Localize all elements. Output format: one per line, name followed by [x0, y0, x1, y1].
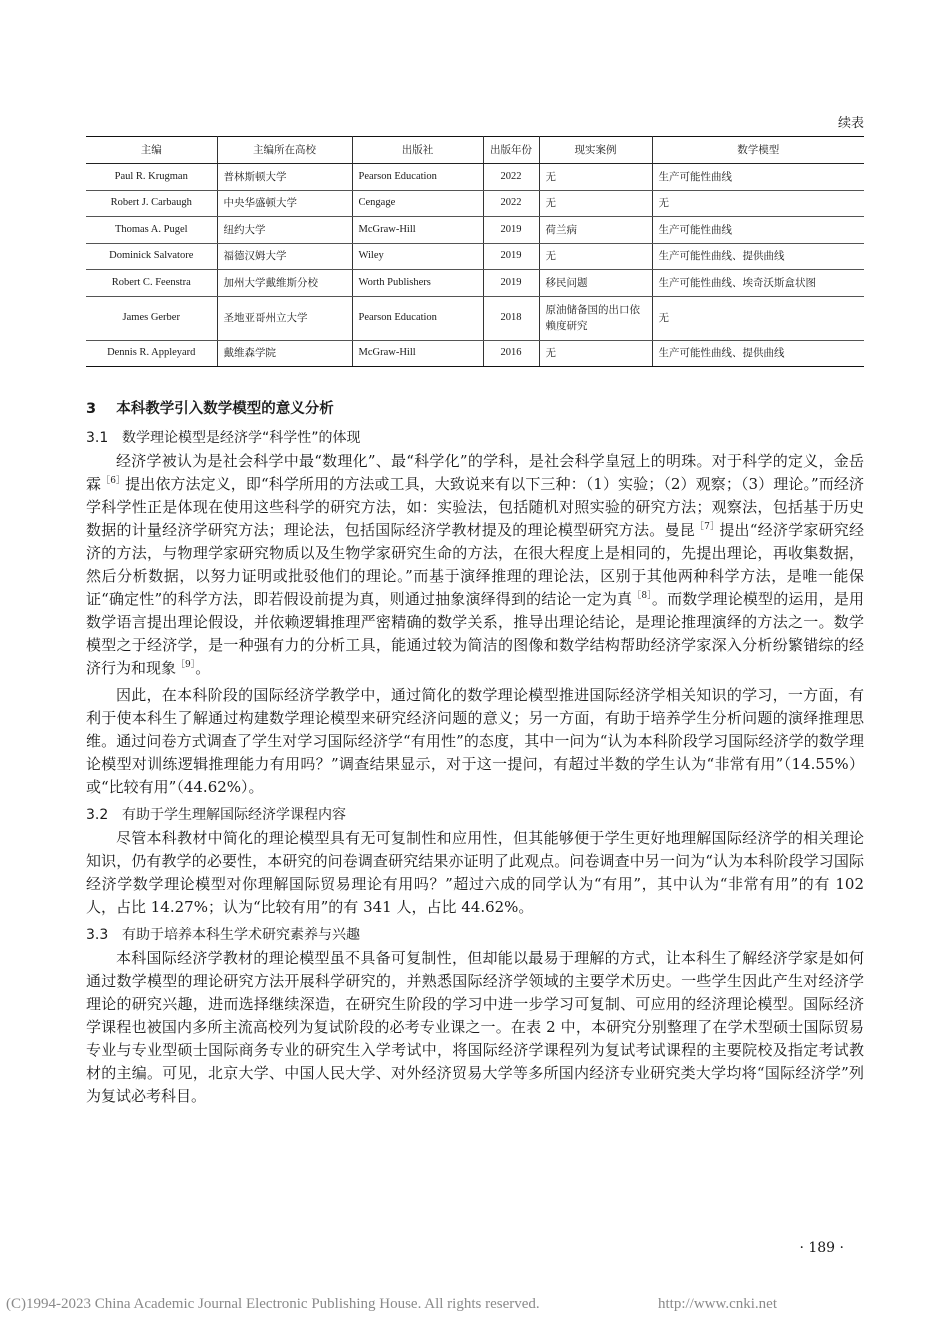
- cell-publisher: Pearson Education: [352, 296, 483, 340]
- table-row: [86, 340, 864, 367]
- citation: ［8］: [632, 591, 652, 601]
- citation: ［6］: [101, 476, 126, 486]
- cell-editor: Robert C. Feenstra: [86, 270, 217, 297]
- cell-case: 无: [539, 164, 652, 191]
- cell-year: 2016: [483, 340, 539, 367]
- subsection-title: 数学理论模型是经济学“科学性”的体现: [122, 430, 361, 446]
- section-title: 本科教学引入数学模型的意义分析: [116, 401, 334, 417]
- table-row: [86, 190, 864, 217]
- cell-case: 无: [539, 340, 652, 367]
- cell-year: 2022: [483, 190, 539, 217]
- table-row: [86, 270, 864, 297]
- article-body: [86, 398, 864, 1112]
- cell-publisher: Wiley: [352, 243, 483, 270]
- cell-year: 2019: [483, 243, 539, 270]
- cell-editor: Dennis R. Appleyard: [86, 340, 217, 367]
- section-number: 3: [86, 401, 97, 417]
- cnki-url[interactable]: http://www.cnki.net: [658, 1296, 778, 1312]
- cell-university: 中央华盛顿大学: [217, 190, 352, 217]
- table-row: [86, 243, 864, 270]
- table-row: [86, 164, 864, 191]
- cell-model: 生产可能性曲线、提供曲线: [652, 243, 864, 270]
- cell-editor: James Gerber: [86, 296, 217, 340]
- subsection-title: 有助于学生理解国际经济学课程内容: [122, 807, 346, 823]
- subsection-heading: [86, 426, 864, 450]
- table-continued-label: 续表: [837, 116, 864, 131]
- cell-model: 生产可能性曲线、埃奇沃斯盒状图: [652, 270, 864, 297]
- cell-publisher: Cengage: [352, 190, 483, 217]
- paragraph: 尽管本科教材中简化的理论模型具有无可复制性和应用性，但其能够便于学生更好地理解国际经济学的相关理论知识，仍有教学的必要性，本研究的问卷调查研究结果亦证明了此观点。问卷调查中另一问为“认为本科阶段学习国际经济学数学理论模型对你理解国际贸易理论有用吗？”超过六成的同学认为“有用”，其中认为“非常有用”的有 102 人，占比 14.27%；认为“比较有用”的有 341 人，占比 44.62%。: [86, 829, 864, 916]
- cell-case: 原油储备国的出口依赖度研究: [539, 296, 652, 340]
- cell-publisher: McGraw-Hill: [352, 340, 483, 367]
- cell-university: 福德汉姆大学: [217, 243, 352, 270]
- cell-case: 荷兰病: [539, 217, 652, 244]
- header-model: 数学模型: [652, 137, 864, 164]
- paragraph: 本科国际经济学教材的理论模型虽不具备可复制性，但却能以最易于理解的方式，让本科生了解经济学家是如何通过数学模型的理论研究方法开展科学研究的，并熟悉国际经济学领域的主要学术历史。一些学生因此产生对经济学理论的研究兴趣，进而选择继续深造，在研究生阶段的学习中进一步学习可复制、可应用的经济理论模型。国际经济学课程也被国内多所主流高校列为复试阶段的必考专业课之一。在表 2 中，本研究分别整理了在学术型硕士国际贸易专业与专业型硕士国际商务专业的研究生入学考试中，将国际经济学课程列为复试考试课程的主要院校及指定考试教材的主编。可见，北京大学、中国人民大学、对外经济贸易大学等多所国内经济专业研究类大学均将“国际经济学”列为复试必考科目。: [86, 949, 864, 1105]
- cell-case: 无: [539, 243, 652, 270]
- subsection-number: 3.3: [86, 927, 109, 943]
- cell-model: 无: [652, 190, 864, 217]
- table-header-row: [86, 137, 864, 164]
- cell-publisher: McGraw-Hill: [352, 217, 483, 244]
- cell-editor: Paul R. Krugman: [86, 164, 217, 191]
- subsection-heading: [86, 923, 864, 947]
- copyright-footer: [6, 1296, 946, 1313]
- subsection-number: 3.2: [86, 807, 109, 823]
- page-number: · 189 ·: [799, 1240, 844, 1256]
- paragraph: 因此，在本科阶段的国际经济学教学中，通过简化的数学理论模型推进国际经济学相关知识的学习，一方面，有利于使本科生了解通过构建数学理论模型来研究经济问题的意义；另一方面，有助于培养学生分析问题的演绎推理思维。通过问卷方式调查了学生对学习国际经济学“有用性”的态度，其中一问为“认为本科阶段学习国际经济学的数学理论模型对训练逻辑推理能力有用吗？”调查结果显示，对于这一提问，有超过半数的学生认为“非常有用”（14.55%）或“比较有用”（44.62%）。: [86, 686, 864, 796]
- paragraph: 经济学被认为是社会科学中最“数理化”、最“科学化”的学科，是社会科学皇冠上的明珠。对于科学的定义，金岳霖$^{[6]}$提出依方法定义，即“科学所用的方法或工具，大致说来有以下三种：（1）实验；（2）观察；（3）理论。”而经济学科学性正是体现在使用这些科学的研究方法，如：实验法，包括随机对照实验的研究方法；观察法，包括基于历史数据的计量经济学研究方法；理论法，包括国际经济学教材提及的理论模型研究方法。曼昆$^{[7]}$提出“经济学家研究经济的方法，与物理学家研究物质以及生物学家研究生命的方法，在很大程度上是相同的，先提出理论，再收集数据，然后分析数据，以努力证明或批驳他们的理论。”而基于演绎推理的理论法，区别于其他两种科学方法，是唯一能保证“确定性”的科学方法，即若假设前提为真，则通过抽象演绎得到的结论一定为真$^{[8]}$。而数学理论模型的运用，是用数学语言提出理论假设，并依赖逻辑推理严密精确的数学关系，推导出理论结论，是理论推理演绎的方法之一。数学模型之于经济学，是一种强有力的分析工具，能通过较为简洁的图像和数学结构帮助经济学家深入分析纷繁错综的经济行为和现象$^{[9]}$。: [86, 452, 865, 677]
- cell-publisher: Pearson Education: [352, 164, 483, 191]
- citation: ［9］: [176, 660, 196, 670]
- cell-model: 生产可能性曲线、提供曲线: [652, 340, 864, 367]
- header-university: 主编所在高校: [217, 137, 352, 164]
- cell-university: 加州大学戴维斯分校: [217, 270, 352, 297]
- subsection-heading: [86, 803, 864, 827]
- cell-year: 2018: [483, 296, 539, 340]
- cell-university: 普林斯顿大学: [217, 164, 352, 191]
- cell-university: 纽约大学: [217, 217, 352, 244]
- cell-model: 生产可能性曲线: [652, 164, 864, 191]
- subsection-number: 3.1: [86, 430, 109, 446]
- cell-year: 2022: [483, 164, 539, 191]
- cell-editor: Dominick Salvatore: [86, 243, 217, 270]
- cell-publisher: Worth Publishers: [352, 270, 483, 297]
- cell-year: 2019: [483, 217, 539, 244]
- subsection-title: 有助于培养本科生学术研究素养与兴趣: [122, 927, 360, 943]
- cell-year: 2019: [483, 270, 539, 297]
- citation: ［7］: [694, 522, 720, 532]
- table-row: [86, 296, 864, 340]
- cell-case: 移民问题: [539, 270, 652, 297]
- cell-university: 戴维森学院: [217, 340, 352, 367]
- table-row: [86, 217, 864, 244]
- header-publisher: 出版社: [352, 137, 483, 164]
- header-case: 现实案例: [539, 137, 652, 164]
- cell-editor: Robert J. Carbaugh: [86, 190, 217, 217]
- header-year: 出版年份: [483, 137, 539, 164]
- copyright-text: (C)1994-2023 China Academic Journal Electronic Publishing House. All rights reserved.: [6, 1296, 540, 1312]
- cell-case: 无: [539, 190, 652, 217]
- textbook-table: [86, 136, 864, 367]
- section-heading: [86, 398, 864, 421]
- cell-editor: Thomas A. Pugel: [86, 217, 217, 244]
- header-editor: 主编: [86, 137, 217, 164]
- cell-model: 无: [652, 296, 864, 340]
- cell-university: 圣地亚哥州立大学: [217, 296, 352, 340]
- cell-model: 生产可能性曲线: [652, 217, 864, 244]
